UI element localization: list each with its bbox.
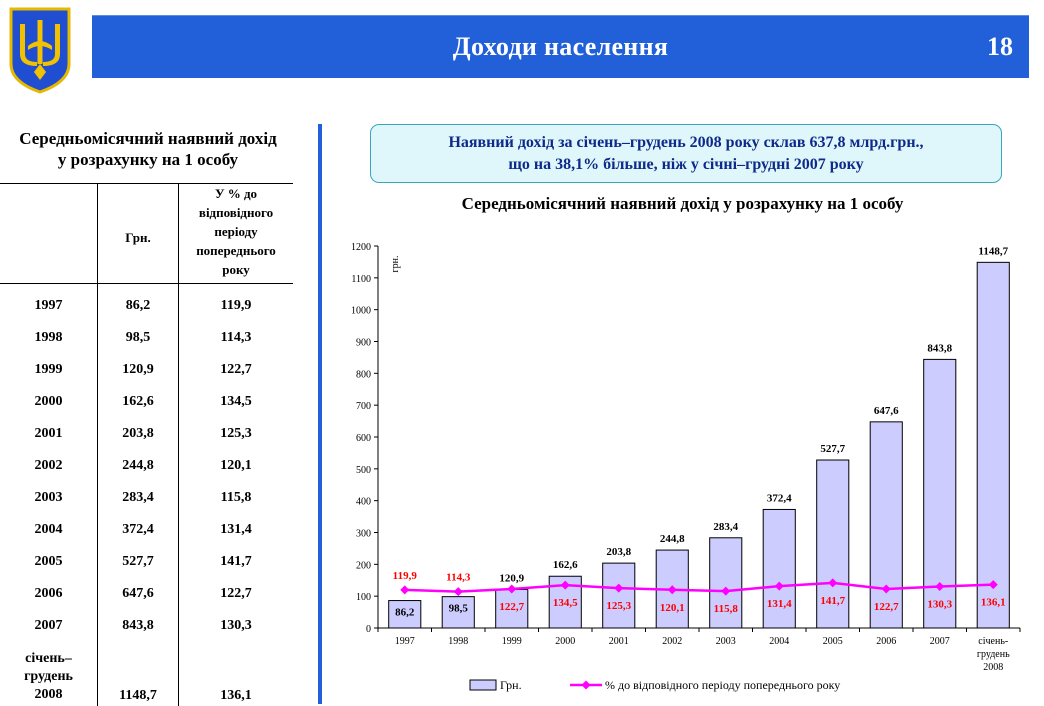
- table-row: 2007 843,8 130,3: [0, 610, 293, 642]
- table-row: 2004 372,4 131,4: [0, 514, 293, 546]
- y-tick-label: 1200: [351, 242, 371, 253]
- bar: [763, 509, 795, 628]
- income-table: [0, 183, 293, 706]
- percent-label: 131,4: [766, 598, 792, 611]
- y-tick-label: 700: [356, 401, 371, 413]
- y-tick-label: 1000: [351, 305, 371, 317]
- slide-header: [92, 15, 1029, 78]
- percent-label: 120,1: [659, 601, 685, 614]
- y-tick-label: 500: [356, 464, 371, 476]
- x-tick-label: 2007: [929, 636, 950, 647]
- percent-marker: [400, 585, 409, 594]
- y-tick-label: 900: [356, 337, 371, 349]
- bar-value-label: 120,9: [499, 572, 525, 585]
- x-tick-label: 2004: [769, 636, 790, 647]
- table-row: 2003 283,4 115,8: [0, 482, 293, 514]
- page-title: Доходи населення: [452, 32, 669, 61]
- bar-value-label: 527,7: [820, 443, 846, 456]
- percent-label: 141,7: [820, 594, 846, 607]
- legend-bar-swatch: [470, 680, 496, 690]
- page-number: 18: [987, 32, 1013, 61]
- y-tick-label: 0: [366, 624, 371, 635]
- y-tick-label: 100: [356, 592, 371, 604]
- x-tick-label: 2008: [983, 662, 1004, 673]
- x-tick-label: 2006: [876, 636, 897, 647]
- y-tick-label: 200: [356, 560, 371, 572]
- x-tick-label: 2000: [555, 636, 576, 647]
- table-title: Середньомісячний наявний дохід у розрахунку на 1 особу: [19, 129, 277, 169]
- table-header-percent: У % до відповідного періоду попереднього року: [179, 184, 294, 284]
- vertical-divider: [318, 124, 322, 704]
- legend-bar-label: Грн.: [500, 678, 522, 692]
- coat-of-arms-icon: [8, 6, 72, 94]
- bar: [977, 262, 1009, 628]
- bar: [870, 422, 902, 628]
- percent-label: 122,7: [873, 600, 899, 613]
- x-tick-label: 2005: [822, 636, 843, 647]
- table-row: 1998 98,5 114,3: [0, 322, 293, 354]
- x-tick-label: січень-: [978, 636, 1009, 647]
- percent-label: 130,3: [927, 598, 953, 611]
- bar-value-label: 86,2: [395, 606, 415, 619]
- x-tick-label: 1997: [394, 636, 415, 647]
- table-header-uah: Грн.: [98, 184, 179, 284]
- legend-line-marker: [582, 681, 591, 690]
- x-tick-label: грудень: [976, 649, 1010, 660]
- x-tick-label: 2001: [608, 636, 629, 647]
- y-tick-label: 800: [356, 369, 371, 381]
- y-axis-label: грн.: [390, 255, 401, 273]
- table-row: 1997 86,2 119,9: [0, 284, 293, 323]
- percent-label: 115,8: [713, 603, 738, 616]
- x-tick-label: 2003: [715, 636, 736, 647]
- legend-line-label: % до відповідного періоду попереднього року: [605, 678, 841, 692]
- percent-line: [405, 583, 994, 592]
- table-row: 2005 527,7 141,7: [0, 546, 293, 578]
- bar: [603, 563, 635, 628]
- chart-title: Середньомісячний наявний дохід у розрахунку на 1 особу: [461, 194, 904, 213]
- bar-value-label: 244,8: [659, 533, 685, 546]
- y-tick-label: 300: [356, 528, 371, 540]
- y-tick-label: 400: [356, 496, 371, 508]
- table-row: січень– грудень 2008 1148,7 136,1: [0, 642, 293, 706]
- percent-label: 134,5: [552, 597, 578, 610]
- bar-value-label: 372,4: [766, 492, 792, 505]
- table-row: 1999 120,9 122,7: [0, 354, 293, 386]
- bar-value-label: 647,6: [873, 404, 899, 417]
- y-tick-label: 600: [356, 433, 371, 444]
- bar-value-label: 1148,7: [978, 245, 1009, 258]
- table-row: 2002 244,8 120,1: [0, 450, 293, 482]
- percent-label: 125,3: [606, 600, 632, 613]
- bar-value-label: 283,4: [713, 520, 739, 533]
- table-row: 2000 162,6 134,5: [0, 386, 293, 418]
- table-cell-year: січень– грудень 2008: [0, 642, 98, 706]
- percent-label: 114,3: [446, 571, 471, 584]
- income-chart: [330, 232, 1035, 703]
- y-tick-label: 1100: [351, 273, 371, 285]
- percent-label: 119,9: [392, 569, 417, 582]
- percent-label: 122,7: [499, 600, 525, 613]
- table-row: 2006 647,6 122,7: [0, 578, 293, 610]
- percent-label: 136,1: [980, 596, 1006, 609]
- summary-callout: Наявний дохід за січень–грудень 2008 року склав 637,8 млрд.грн., що на 38,1% більше, ніж у січні–грудні 2007 року: [370, 124, 1002, 183]
- bar-value-label: 162,6: [552, 559, 578, 572]
- bar-value-label: 843,8: [927, 342, 953, 355]
- percent-marker: [454, 587, 463, 596]
- table-header-year: [0, 184, 98, 284]
- table-row: 2001 203,8 125,3: [0, 418, 293, 450]
- bar-value-label: 98,5: [448, 602, 468, 615]
- x-tick-label: 2002: [662, 636, 683, 647]
- bar-value-label: 203,8: [606, 546, 632, 559]
- x-tick-label: 1999: [501, 636, 522, 647]
- x-tick-label: 1998: [448, 636, 469, 647]
